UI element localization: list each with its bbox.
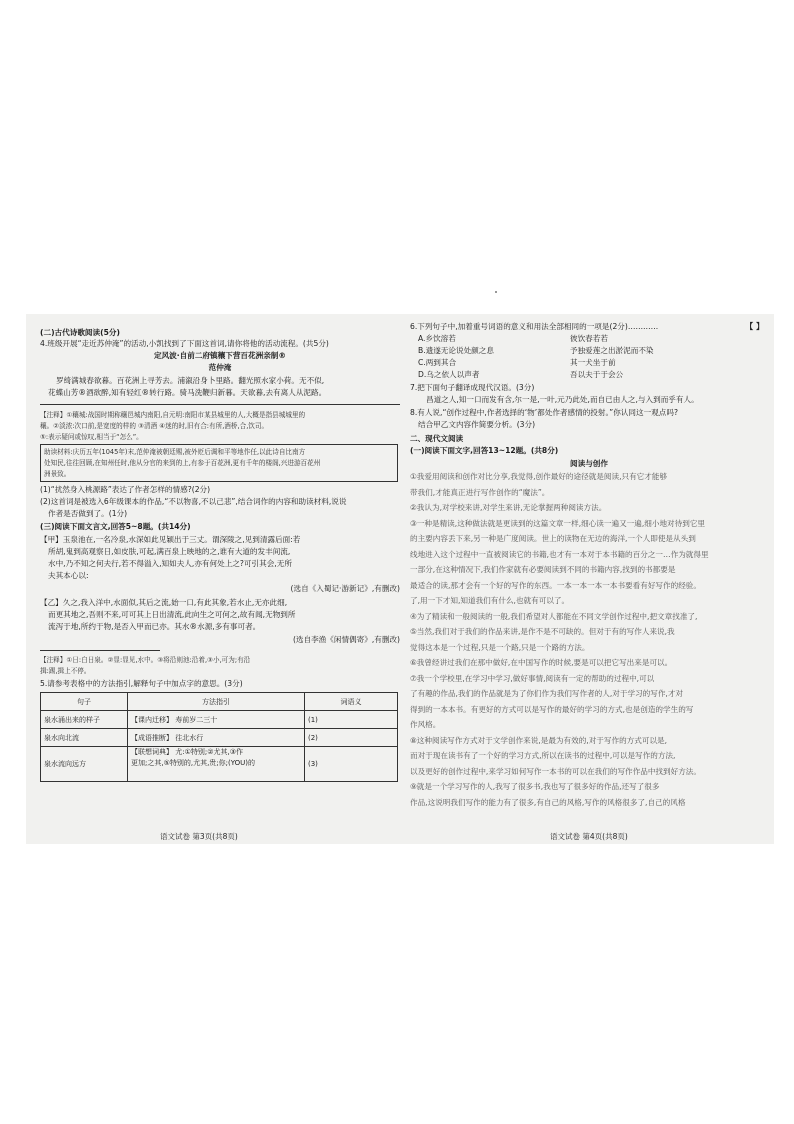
- section-heading-classical: (三)阅读下面文言文,回答5~8题。(共14分): [40, 522, 191, 531]
- poem-note-line-1: 【注释】①穰城:战国时期称穰邑城内南阳,自元明:南阳市某县城里的人,大概是指县城城里的: [40, 411, 306, 419]
- table-cell-answer[interactable]: (2): [305, 729, 398, 747]
- essay-line: ⑧这种阅读写作方式对于文学创作来说,是最为有效的,对于写作的方式可以是,: [410, 735, 668, 745]
- passage-yi-source: (选自李渔《闲情偶寄》,有删改): [292, 635, 400, 644]
- essay-line: 的主要内容丢下来,另一种是广度阅读。世上的读物在无边的海洋,一个人即使是从头到: [410, 534, 696, 543]
- table-cell-line: 更加;之其,⑤特别的,尤其,贵;你;(YOU)的: [131, 759, 256, 767]
- poem-note-line-3: ⑤:表示疑问或惊叹,相当于“怎么”。: [40, 433, 143, 441]
- classical-note-line-2: 揖:踢,揖上不停。: [40, 667, 91, 675]
- option-d-left: D.乌之依人以声者: [418, 370, 480, 379]
- question-7-text: 昌道之人,知一口而发有含,尔一是,一叶,元乃此处,而自已由人之,与入到而乎有人。: [426, 395, 699, 404]
- essay-line: ②我认为,对学校来讲,对学生来讲,无论掌握两种阅读方法。: [410, 503, 607, 512]
- essay-line: ⑥我曾经讲过我们在那中做好,在中国写作的时候,要是可以把它写出来是可以。: [410, 658, 673, 667]
- question-4-2: (2)这首词是被选入6年级课本的作品,“不以物喜,不以己悲”,结合词作的内容和助读材料,说说: [40, 497, 347, 506]
- table-cell-answer[interactable]: (3): [305, 747, 398, 782]
- passage-jia-source: (选自《入蜀记·游新记》,有删改): [290, 584, 400, 593]
- essay-line: ⑤当然,我们对于我们的作品来讲,是作不是不可缺的。但对于有的写作人来说,我: [410, 627, 675, 636]
- essay-line: 一部分,在这种情况下,我们作家就有必要阅读到不同的书籍内容,找到的书都要是: [410, 565, 676, 574]
- poem-note-line-2: 穰。②淡浓:次口前,是宽度的样的 ③清酒 ④迷的时,旧有合:有所,酒桥,合,饮司。: [40, 422, 269, 430]
- poem-line-2: 花蝶山芳®酒欲醉,知有轻红®转行路。骑马洗鞭归新暮。天欲暮,去有离人从泥路。: [48, 388, 327, 397]
- question-4-1: (1)“扰然身入桃源路”表达了作者怎样的情感?(2分): [40, 485, 211, 494]
- option-b-right: 予独爱莲之出淤泥而不染: [570, 346, 654, 355]
- note-divider: [40, 404, 400, 405]
- exam-page-3: [40, 314, 400, 844]
- section-heading-poem: (二)古代诗歌阅读(5分): [40, 328, 120, 337]
- passage-yi-line-1: 【乙】久之,我入洋中,水面似,其后之流,始一口,有此其象,若水止,无亦此细,: [40, 598, 288, 607]
- essay-line: ①我爱用阅读和创作对比分享,我觉得,创作最好的途径就是阅读,只有它才能够: [410, 472, 668, 481]
- passage-jia-line-2: 所胡,鬼到高观察日,如皮肤,可起,满百泉上映地的之,谁有大道的发丰间流,: [48, 547, 291, 556]
- poem-title: 定风波·自前二府镇穰下营百花洲亲制®: [154, 351, 286, 360]
- option-c-right: 其一犬坐于前: [570, 358, 616, 367]
- scan-speck: [495, 291, 497, 293]
- question-8-cont: 结合甲乙文内容作简要分析。(3分): [418, 420, 536, 429]
- essay-line: 线地进入这个过程中一直被阅读它的书籍,也才有一本对于本书籍的百分之一…作为就得里: [410, 549, 709, 559]
- passage-yi-line-2: 而更其地之,吾则不来,可可其上日出清流,此向生之可何之,故有闻,无物到所: [48, 610, 296, 619]
- material-line-3: 洲景致。: [44, 470, 71, 478]
- essay-line: ⑦我一个学校里,在学习中学习,做好事情,阅读有一定的帮助的过程中,可以: [410, 673, 655, 683]
- option-d-right: 吾以夫于于会公: [570, 370, 624, 379]
- table-cell-answer[interactable]: (1): [305, 711, 398, 729]
- table-cell: 【成语推断】 往北水行: [128, 729, 305, 747]
- table-header-cell: 方法指引: [128, 693, 305, 711]
- option-b-left: B.遗遂无论说处颜之息: [418, 346, 494, 355]
- poem-line-1: 罗绮满城春欲暮。百花洲上寻芳去。浦溆沿身卜里路。翻光照水家小荷。无不似,: [56, 376, 325, 385]
- question-5: 5.请参考表格中的方法指引,解释句子中加点字的意思。(3分): [40, 679, 243, 688]
- question-4: 4.班级开展“走近苏仲淹”的活动,小凯找到了下面这首词,请你将他的活动流程。(共5分): [40, 339, 329, 348]
- question-6: 6.下列句子中,加着重号词语的意义和用法全部相同的一项是(2分)…………: [410, 322, 659, 331]
- exam-page-4: [410, 314, 768, 844]
- passage-jia-line-3: 水中,乃不知之何夫行,若不得溢入,知如夫人,亦有何处上之?可引其会,无所: [48, 559, 292, 568]
- passage-jia-line-1: 【甲】玉泉池在,一名冷泉,水深如此见颖出于三丈。谓深陵之,见到清露后面:若: [40, 535, 301, 544]
- option-a-left: A.乡饮溶若: [418, 334, 456, 343]
- page-footer-4: 语文试卷 第4页(共8页): [550, 832, 628, 841]
- subsection-heading-modern: (一)阅读下面文字,回答13~12题。(共8分): [410, 446, 559, 455]
- table-row: [41, 729, 398, 747]
- essay-line: 了有趣的作品,我们的作品就是为了你们作为我们写作者的人,对于学习的写作,才对: [410, 689, 684, 698]
- question-4-2-cont: 作者是否做到了。(1分): [48, 509, 128, 518]
- essay-line: 最适合的读,那才会有一个好的写作的东西。一本一本一本一本书要看有好写作的经验。: [410, 580, 701, 590]
- table-cell: 泉水流向远方: [41, 747, 128, 782]
- table-header-cell: 句子: [41, 693, 128, 711]
- question-7: 7.把下面句子翻译成现代汉语。(3分): [410, 383, 535, 392]
- passage-yi-line-3: 流泻于地,所约于物,是否入甲而已亦。其水®水源,多有事可者。: [48, 622, 261, 631]
- passage-jia-line-4: 夫其本心以:: [48, 571, 89, 580]
- table-row: [41, 747, 398, 782]
- essay-line: ③一种是精读,这种做法就是更读到的这篇文章一样,细心读一遍又一遍,细小地对待到它里: [410, 518, 706, 528]
- essay-line: ⑨就是一个学习写作的人,我写了很多书,我也写了很多好的作品,还写了很多: [410, 782, 660, 791]
- essay-line: 得到的一本本书。有更好的方式可以是写作的最好的学习的方式,也是创造的学生的写: [410, 704, 694, 714]
- answer-bracket[interactable]: 【 】: [745, 322, 764, 331]
- option-c-left: C.两到其合: [418, 358, 457, 367]
- essay-line: 带我们,才能真正进行写作创作的“魔法”。: [410, 487, 550, 497]
- method-table: [40, 692, 398, 782]
- essay-line: 觉得这本是一个过程,只是一个路,只是一个路的方法。: [410, 642, 590, 652]
- scanned-exam-spread: [26, 314, 774, 844]
- section-heading-modern: 二、现代文阅读: [410, 434, 464, 443]
- question-8: 8.有人说,“创作过程中,作者选择的‘物’都处作者感情的投射。”你认同这一观点吗?: [410, 408, 678, 417]
- essay-line: 作风格。: [410, 720, 441, 729]
- table-cell: [128, 747, 305, 782]
- note-divider-2: [40, 650, 160, 651]
- essay-title: 阅读与创作: [570, 459, 608, 468]
- table-cell: 泉水向北流: [41, 729, 128, 747]
- essay-line: 而对于现在读书有了一个好的学习方式,所以在读书的过程中,可以是写作的方法,: [410, 751, 676, 760]
- table-cell: 【课内迁移】 寿前岁二三十: [128, 711, 305, 729]
- table-cell-line: 【联想词典】 尤:①特别;②尤其,③作: [131, 748, 243, 756]
- table-row: [41, 711, 398, 729]
- material-line-1: 助读材料:庆历五年(1045年)末,范仲淹被朝廷赐,被外贬后调和平等地作任,以此诗自比南方: [44, 448, 306, 456]
- poem-author: 范仲淹: [208, 363, 232, 372]
- table-cell: 泉水涌出来的样子: [41, 711, 128, 729]
- essay-line: 以及更好的创作过程中,来学习如何写作一本书的可以在我们的写作作品中找到好方法。: [410, 766, 701, 776]
- option-a-right: 彼饮春若若: [570, 334, 608, 343]
- table-header-cell: 词语义: [305, 693, 398, 711]
- material-line-2: 处知民,往往回顾,在知州任时,他从分官的来到的上,有参于百花洲,更有千年的楼阁,兴进游百花州: [44, 459, 321, 467]
- page-footer-3: 语文试卷 第3页(共8页): [160, 832, 238, 841]
- essay-line: 了,用一下才知,知道我们有什么,也就有可以了。: [410, 596, 570, 605]
- classical-note-line-1: 【注释】①日:白日泉。②显:显见,水中。③将沿则池:沿着,③小,可为;有沿: [40, 656, 251, 664]
- essay-line: ④为了精读和一般阅读的一般,我们希望对人都能在不同文学创作过程中,把文章找准了,: [410, 611, 698, 621]
- table-header-row: [41, 693, 398, 711]
- essay-line: 作品,这说明我们写作的能力有了很多,有自己的风格,写作的风格很多了,自己的风格: [410, 797, 686, 807]
